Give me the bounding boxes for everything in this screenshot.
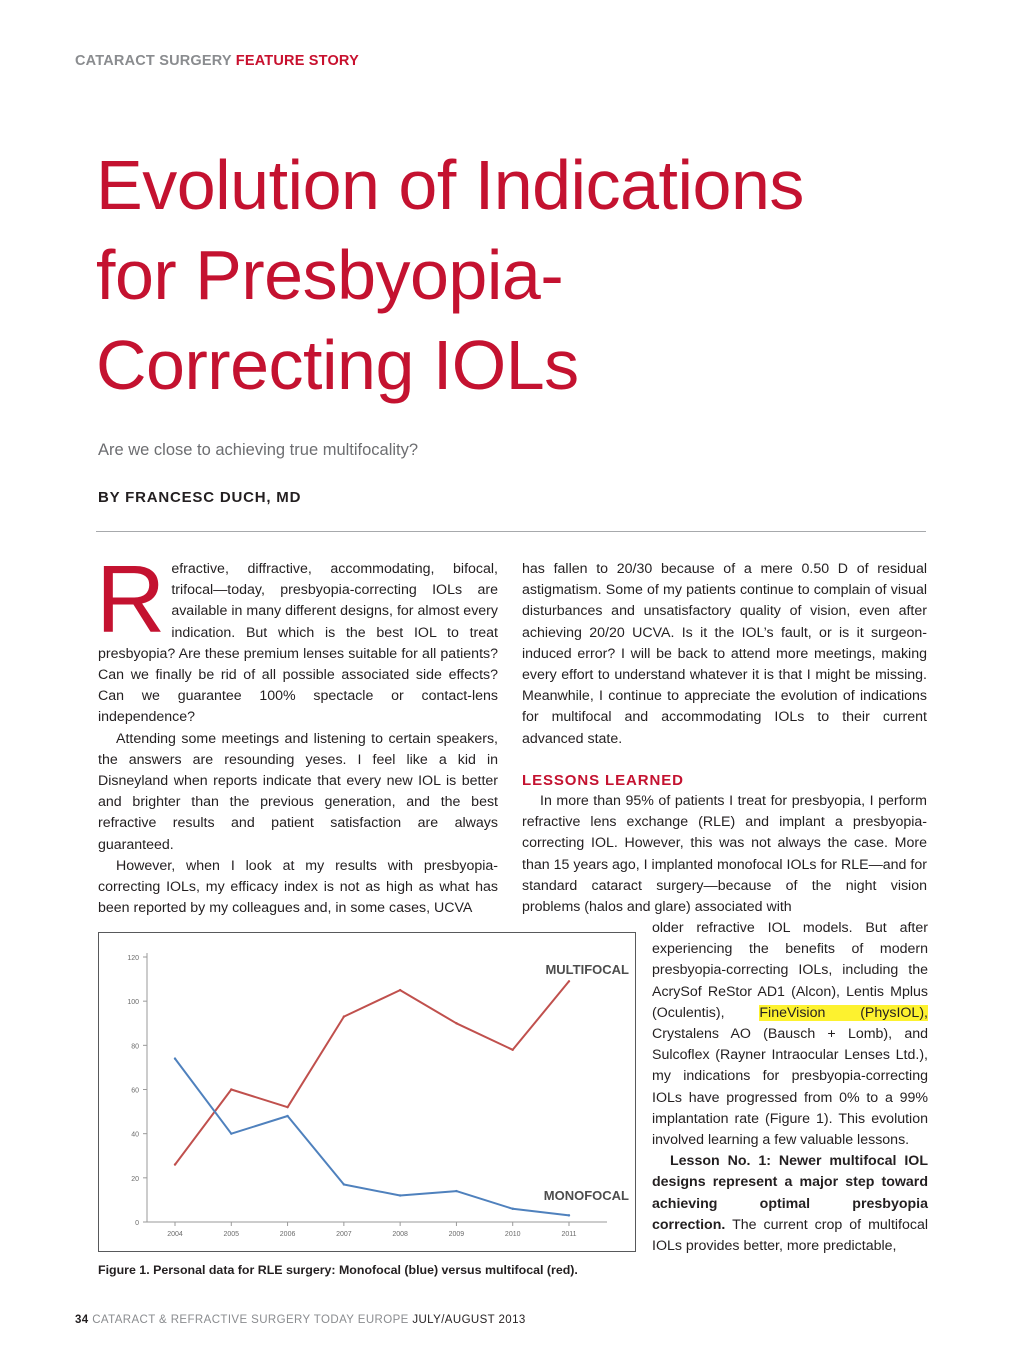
figure-caption: Figure 1. Personal data for RLE surgery: Monofocal (blue) versus multifocal (red). [98,1263,578,1277]
paragraph-text: older refractive IOL models. But after experiencing the benefits of modern presbyopia-correcting IOLs, including the AcrySof ReStor AD1 (Alcon), Lentis Mplus (Oculentis), [652,920,928,1021]
data-point-monofocal [286,1115,288,1117]
section-kicker [75,53,359,69]
y-tick-label: 0 [135,1220,139,1227]
data-point-multifocal [343,1015,345,1017]
paragraph: In more than 95% of patients I treat for presbyopia, I perform refractive lens exchange (RLE) and implant a presbyopia-correcting IOL. However, this was not always the case. More than 15 years ago, I implanted monofocal IOLs for RLE—and for standard cataract surgery—because of the night vision problems (halos and glare) associated with [522,793,927,916]
series-label-monofocal: MONOFOCAL [543,1188,629,1203]
x-tick-label: 2010 [504,1231,521,1238]
y-tick-label: 100 [127,999,139,1007]
data-point-monofocal [399,1194,401,1196]
paragraph-text: efractive, diffractive, accommodating, bifocal, trifocal—today, presbyopia-correcting IOLs are available in many different designs, for almost every indication. But which is the best IOL to treat presbyopia? Are these premium lenses suitable for all patients? Can we finally be rid of all possible associated side effects? Can we guarantee 100% spectacle or contact-lens independence? [98,561,498,726]
paragraph: Attending some meetings and listening to certain speakers, the answers are resounding yeses. I feel like a kid in Disneyland when reports indicate that every new IOL is better and brighter than the previous generation, and the best refractive results and patient satisfaction are always guaranteed. [98,730,498,853]
article-subtitle: Are we close to achieving true multifocality? [98,441,419,459]
paragraph-text: The current crop of multifocal IOLs provides better, more predictable, [652,1216,929,1255]
x-tick-label: 2011 [561,1231,577,1238]
page-footer [75,1314,526,1326]
x-tick-label: 2008 [392,1231,408,1238]
figure-1 [98,932,636,1252]
column-right-narrow [652,918,928,1257]
data-point-multifocal [399,989,401,991]
data-point-multifocal [230,1088,232,1090]
magazine-name: CATARACT & REFRACTIVE SURGERY TODAY EUROPE [92,1314,409,1326]
x-tick-label: 2009 [448,1231,465,1238]
paragraph: has fallen to 20/30 because of a mere 0.50 D of residual astigmatism. Some of my patients continue to complain of visual disturbances and unsatisfactory quality of vision, even after achieving 20/20 UCVA. Is it the IOL’s fault, or is it surgeon-induced error? I will be back to attend more meetings, making every effort to understand whatever it is that I might be missing. Meanwhile, I continue to appreciate the evolution of indications for multifocal and accommodating IOLs to their current advanced state. [522,561,927,747]
data-point-multifocal [512,1049,514,1051]
article-title [96,140,976,410]
data-point-monofocal [174,1057,176,1059]
y-tick-label: 80 [131,1043,139,1051]
paragraph [652,918,928,1151]
x-tick-label: 2004 [167,1231,183,1238]
data-point-monofocal [343,1183,345,1185]
section-heading: LESSONS LEARNED [522,771,684,789]
x-tick-label: 2005 [223,1231,240,1238]
data-point-multifocal [568,980,570,982]
title-line: Correcting IOLs [96,326,579,404]
column-right [522,559,927,918]
series-line-monofocal [175,1059,569,1216]
data-point-monofocal [230,1132,232,1134]
issue-date: JULY/AUGUST 2013 [412,1314,526,1326]
y-tick-label: 120 [127,955,139,962]
x-tick-label: 2006 [279,1231,296,1238]
line-chart [99,933,635,1251]
highlighted-text: FineVision (PhysIOL), [759,1004,928,1021]
drop-cap: R [96,546,166,653]
y-tick-label: 40 [131,1131,139,1139]
page-number: 34 [75,1314,89,1326]
y-tick-label: 20 [131,1175,139,1183]
data-point-multifocal [174,1163,176,1165]
title-line: Evolution of Indications [96,146,804,224]
divider [96,531,926,532]
data-point-monofocal [455,1190,457,1192]
data-point-multifocal [286,1106,288,1108]
lesson-heading: Lesson No. 1: Newer multifocal IOL designs represent a major step toward achieving optimal presbyopia correction. [652,1153,928,1233]
column-left [96,546,498,919]
data-point-monofocal [512,1208,514,1210]
paragraph-text: Crystalens AO (Bausch + Lomb), and Sulcoflex (Rayner Intraocular Lenses Ltd.), my indications for presbyopia-correcting IOLs have progressed from 0% to a 99% implantation rate (Figure 1). This evolution involved learning a few valuable lessons. [652,1026,928,1149]
y-tick-label: 60 [131,1087,139,1095]
data-point-multifocal [455,1022,457,1024]
paragraph [96,546,498,729]
title-line: for Presbyopia- [96,236,564,314]
feature-label: FEATURE STORY [235,53,359,69]
paragraph: However, when I look at my results with presbyopia-correcting IOLs, my efficacy index is not as high as what has been reported by my colleagues and, in some cases, UCVA [98,857,498,917]
data-point-monofocal [568,1214,570,1216]
paragraph [652,1151,928,1257]
byline: BY FRANCESC DUCH, MD [98,489,302,506]
x-tick-label: 2007 [336,1231,352,1238]
series-label-multifocal: MULTIFOCAL [545,962,629,977]
series-line-multifocal [175,981,569,1164]
section-label: CATARACT SURGERY [75,53,232,69]
